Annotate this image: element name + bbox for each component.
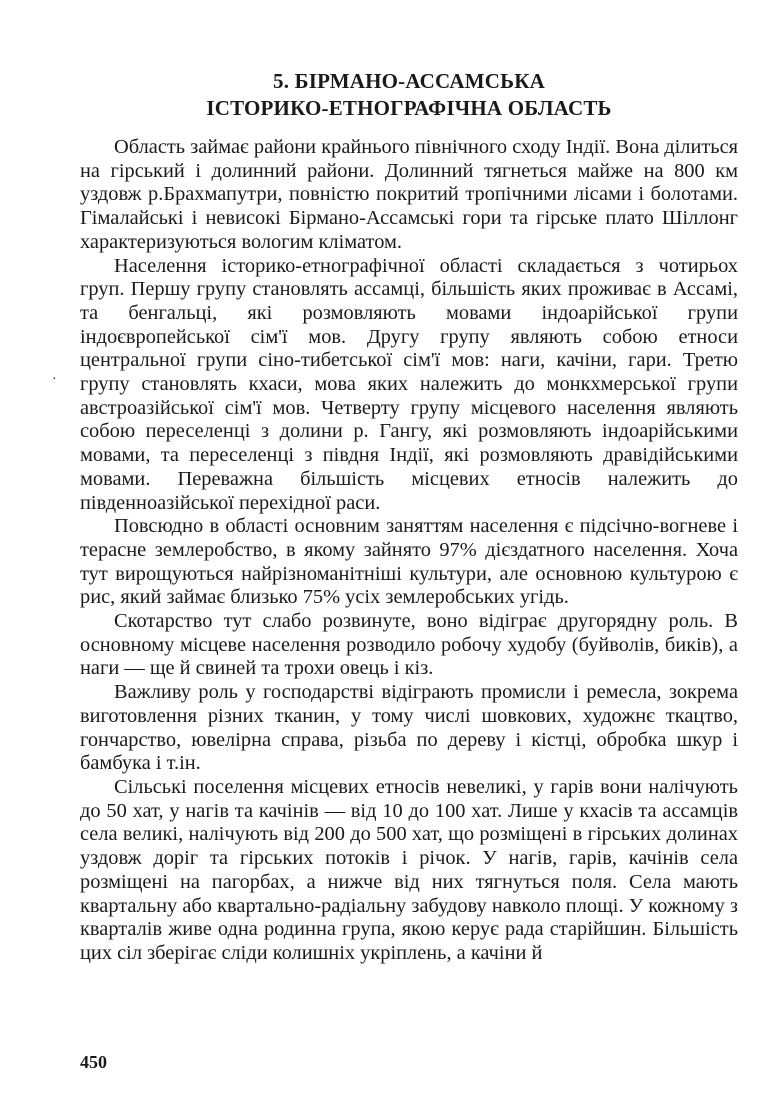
paragraph-3: Повсюдно в області основним заняттям населення є підсічно-вогневе і терасне землеробство, в якому зайнято 97% дієздатного населення. Хоча тут вирощуються найрізноманітніші культури, але основною культурою є рис, який займає близько 75% усіх землеробських угідь. bbox=[80, 515, 738, 609]
paragraph-4: Скотарство тут слабо розвинуте, воно відіграє другорядну роль. В основному місцеве населення розводило робочу худобу (буйволів, биків), а наги — ще й свиней та трохи овець і кіз. bbox=[80, 610, 738, 680]
chapter-heading bbox=[80, 68, 738, 122]
heading-line-2: ІСТОРИКО-ЕТНОГРАФІЧНА ОБЛАСТЬ bbox=[206, 96, 612, 120]
paragraph-1: Область займає райони крайнього північного сходу Індії. Вона ділиться на гірський і долинний райони. Долинний тягнеться майже на 800 км уздовж р.Брахмапутри, повністю покритий тропічними лісами і болотами. Гімалайські і невисокі Бірмано-Ассамські гори та гірське плато Шіллонг характеризуються вологим кліматом. bbox=[80, 136, 738, 253]
paragraph-6: Сільські поселення місцевих етносів невеликі, у гарів вони налічують до 50 хат, у нагів та качінів — від 10 до 100 хат. Лише у кхасів та ассамців села великі, налічують від 200 до 500 хат, що розміщені в гірських долинах уздовж доріг та гірських потоків і річок. У нагів, гарів, качінів села розміщені на пагорбах, а нижче від них тягнуться поля. Села мають квартальну або квартально-радіальну забудову навколо площі. У кожному з кварталів живе одна родинна група, якою керує рада старійшин. Більшість цих сіл зберігає сліди колишніх укріплень, а качіни й bbox=[80, 775, 738, 964]
body-text bbox=[80, 136, 738, 966]
heading-line-1: 5. БІРМАНО-АССАМСЬКА bbox=[273, 69, 545, 93]
paragraph-2: Населення історико-етнографічної області складається з чотирьох груп. Першу групу становлять ассамці, більшість яких проживає в Ассамі, та бенгальці, які розмовляють мовами індоарійської групи індоєвропейської сім'ї мов. Другу групу являють собою етноси центральної групи сіно-тибетської сім'ї мов: наги, качіни, гари. Третю групу становлять кхаси, мова яких належить до монкхмерської групи австроазійської сім'ї мов. Четверту групу місцевого населення являють собою переселенці з долини р. Гангу, які розмовляють індоарійськими мовами, та переселенці з півдня Індії, які розмовляють дравідійськими мовами. Переважна більшість місцевих етносів належить до південноазійської перехідної раси. bbox=[80, 254, 738, 514]
margin-mark: · bbox=[52, 372, 57, 387]
page-number: 450 bbox=[80, 1052, 107, 1072]
paragraph-5: Важливу роль у господарстві відіграють промисли і ремесла, зокрема виготовлення різних тканин, у тому числі шовкових, художнє ткацтво, гончарство, ювелірна справа, різьба по дереву і кістці, обробка шкур і бамбука і т.ін. bbox=[80, 681, 738, 775]
